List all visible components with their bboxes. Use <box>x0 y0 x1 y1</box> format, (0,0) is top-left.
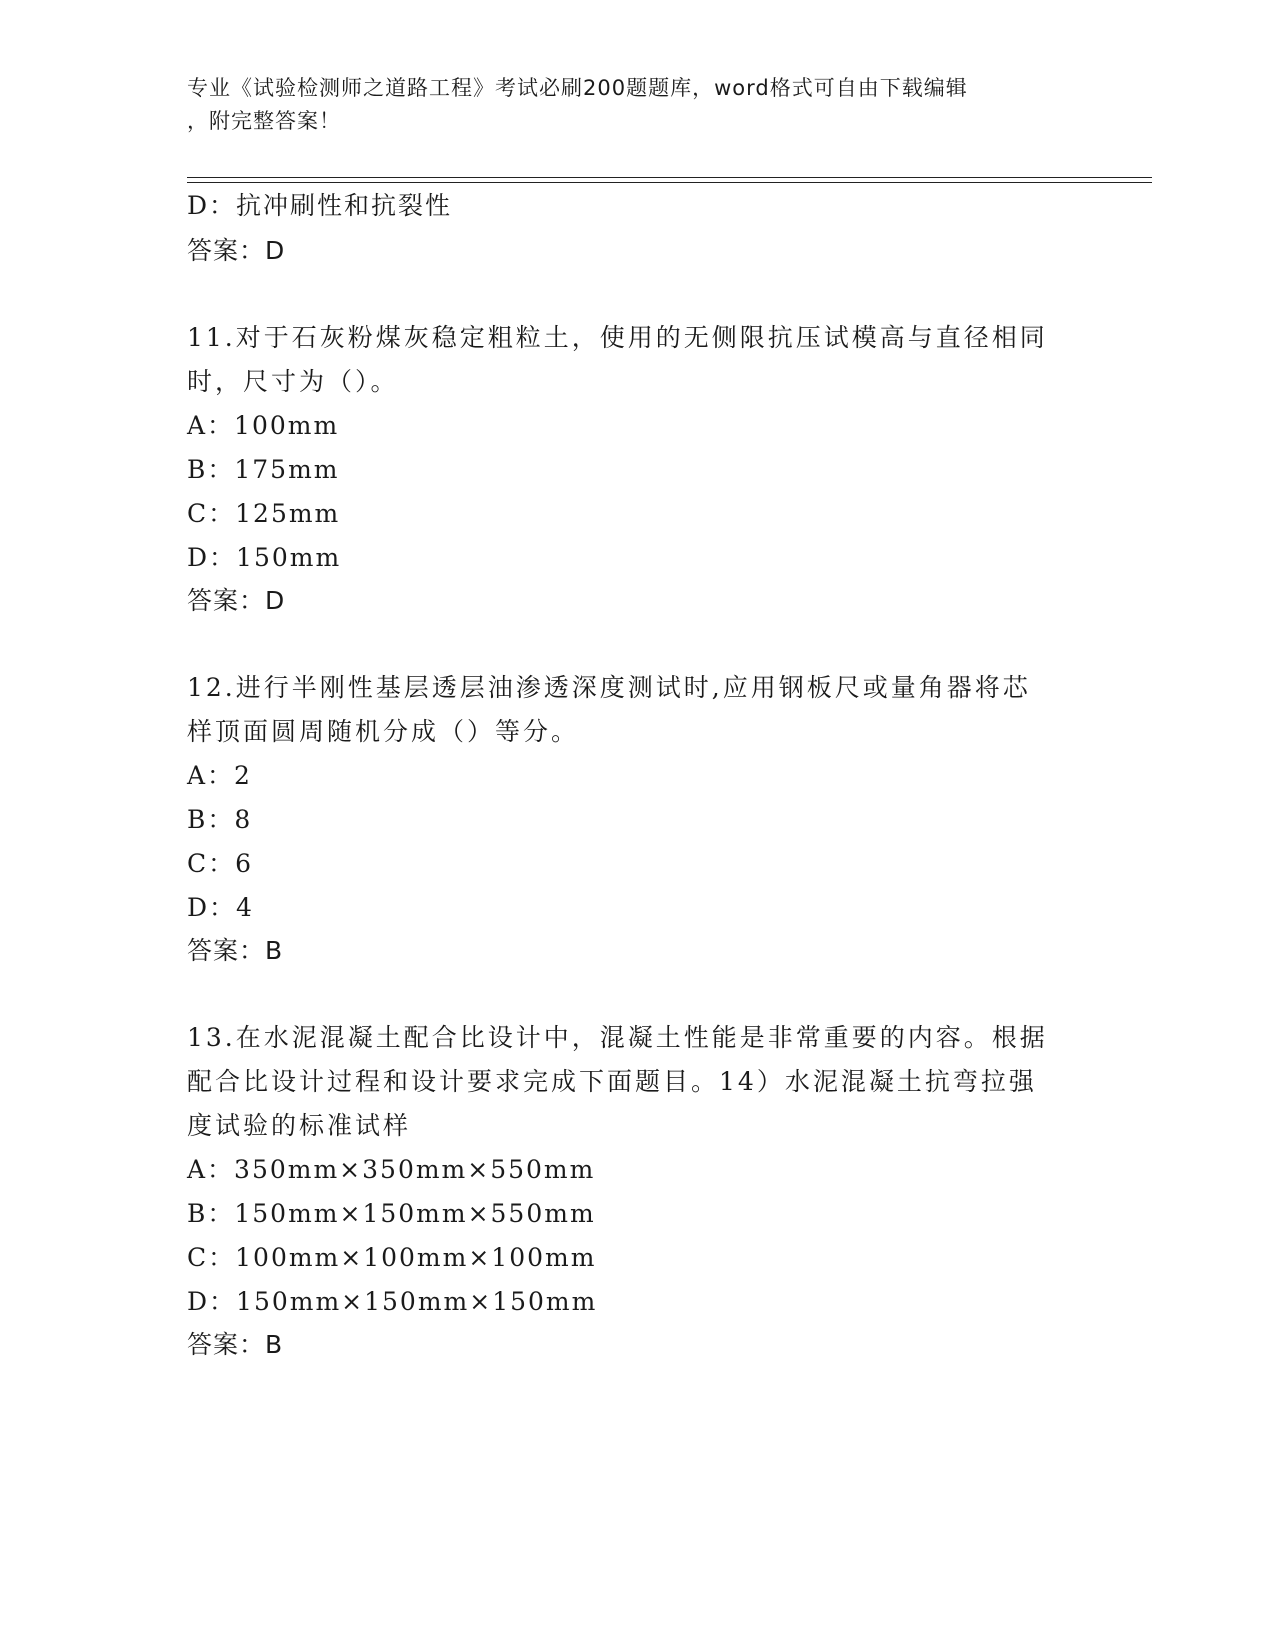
question-11-stem-line-1: 11.对于石灰粉煤灰稳定粗粒土，使用的无侧限抗压试模高与直径相同 <box>187 323 1048 352</box>
header-divider-bottom <box>187 182 1152 183</box>
question-13-option-b: B：150mm×150mm×550mm <box>187 1199 596 1228</box>
question-11-option-a: A：100mm <box>187 411 340 440</box>
question-13-option-c: C：100mm×100mm×100mm <box>187 1243 597 1272</box>
prev-option-d: D：抗冲刷性和抗裂性 <box>187 191 453 220</box>
question-13-stem-line-2: 配合比设计过程和设计要求完成下面题目。14）水泥混凝土抗弯拉强 <box>187 1067 1037 1096</box>
question-13-option-d: D：150mm×150mm×150mm <box>187 1287 598 1316</box>
question-11-stem-line-2: 时，尺寸为（）。 <box>187 367 399 396</box>
question-12-answer: 答案：B <box>187 936 284 965</box>
question-12-stem-line-1: 12.进行半刚性基层透层油渗透深度测试时,应用钢板尺或量角器将芯 <box>187 673 1031 702</box>
question-11-option-b: B：175mm <box>187 455 340 484</box>
header-title-line-1: 专业《试验检测师之道路工程》考试必刷200题题库，word格式可自由下载编辑 <box>187 76 968 100</box>
header-divider-top <box>187 177 1152 178</box>
question-12-option-c: C：6 <box>187 849 254 878</box>
header-title-line-2: ，附完整答案！ <box>187 109 341 133</box>
question-12-option-b: B：8 <box>187 805 253 834</box>
question-12-option-d: D：4 <box>187 893 254 922</box>
question-13-stem-line-3: 度试验的标准试样 <box>187 1111 412 1140</box>
question-13-answer: 答案：B <box>187 1330 284 1359</box>
question-13-stem-line-1: 13.在水泥混凝土配合比设计中，混凝土性能是非常重要的内容。根据 <box>187 1023 1048 1052</box>
document-header <box>187 72 1067 138</box>
prev-answer: 答案：D <box>187 236 286 265</box>
question-11-answer: 答案：D <box>187 586 286 615</box>
question-12-option-a: A：2 <box>187 761 252 790</box>
question-11-option-c: C：125mm <box>187 499 341 528</box>
question-12-stem-line-2: 样顶面圆周随机分成（）等分。 <box>187 717 580 746</box>
question-11-option-d: D：150mm <box>187 543 342 572</box>
question-13-option-a: A：350mm×350mm×550mm <box>187 1155 596 1184</box>
